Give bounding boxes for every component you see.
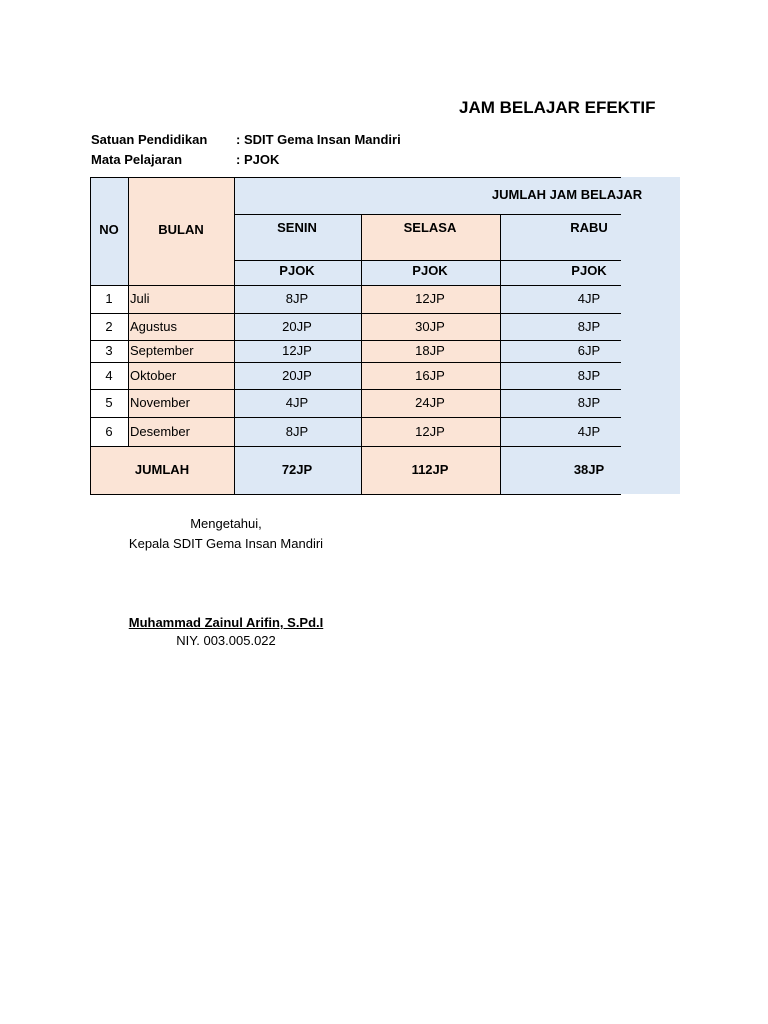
- row-value: 24JP: [415, 395, 445, 410]
- table-vline: [128, 177, 129, 446]
- row-month: November: [130, 395, 190, 410]
- document-title: JAM BELAJAR EFEKTIF: [459, 98, 656, 117]
- header-day-0: SENIN: [277, 220, 317, 235]
- row-month: Juli: [130, 291, 150, 306]
- row-value: 4JP: [577, 423, 601, 439]
- header-no: NO: [99, 222, 119, 237]
- table-hline: [234, 214, 621, 215]
- total-label: JUMLAH: [134, 462, 190, 477]
- row-value: 6JP: [577, 343, 601, 358]
- header-bulan: BULAN: [158, 222, 204, 237]
- meta-label-mapel: Mata Pelajaran: [91, 152, 183, 167]
- row-month: September: [130, 343, 194, 358]
- table-hline: [90, 313, 621, 314]
- signature-niy: NIY. 003.005.022: [176, 633, 276, 648]
- row-value: 4JP: [285, 395, 309, 410]
- header-day-1: SELASA: [403, 220, 457, 235]
- row-month: Desember: [130, 423, 190, 439]
- row-value: 12JP: [415, 291, 445, 306]
- table-hline: [234, 260, 621, 261]
- table-hline: [90, 389, 621, 390]
- table-hline: [90, 362, 621, 363]
- header-subject-2: PJOK: [571, 263, 607, 278]
- table-vline: [90, 177, 91, 495]
- table-hline: [90, 340, 621, 341]
- row-value: 8JP: [577, 367, 601, 383]
- table-vline: [500, 214, 501, 495]
- table-hline: [90, 177, 621, 178]
- row-value: 12JP: [282, 343, 312, 358]
- total-value: 38JP: [573, 462, 605, 477]
- row-value: 18JP: [415, 343, 445, 358]
- signature-name: Muhammad Zainul Arifin, S.Pd.I: [128, 615, 324, 630]
- row-value: 8JP: [577, 318, 601, 334]
- table-hline: [90, 494, 621, 495]
- row-no: 3: [105, 343, 113, 358]
- row-value: 12JP: [415, 423, 445, 439]
- row-value: 8JP: [285, 423, 309, 439]
- row-no: 2: [105, 318, 113, 334]
- table-hline: [90, 285, 621, 286]
- table-hline: [90, 417, 621, 418]
- signature-position: Kepala SDIT Gema Insan Mandiri: [128, 536, 324, 551]
- signature-known-by: Mengetahui,: [190, 516, 262, 531]
- header-day-2: RABU: [570, 220, 608, 235]
- meta-value-mapel: : PJOK: [236, 152, 280, 167]
- row-no: 5: [105, 395, 113, 410]
- row-no: 1: [105, 291, 113, 306]
- table-vline: [234, 177, 235, 495]
- row-no: 4: [105, 367, 113, 383]
- table-vline: [361, 214, 362, 495]
- meta-value-satuan: : SDIT Gema Insan Mandiri: [236, 132, 401, 147]
- header-jumlah-jam-belajar: JUMLAH JAM BELAJAR: [491, 187, 643, 202]
- row-month: Oktober: [130, 367, 177, 383]
- row-no: 6: [105, 423, 113, 439]
- row-value: 8JP: [577, 395, 601, 410]
- bulan-column-fill: [128, 285, 234, 446]
- header-subject-0: PJOK: [279, 263, 315, 278]
- row-value: 30JP: [415, 318, 445, 334]
- meta-label-satuan: Satuan Pendidikan: [91, 132, 208, 147]
- header-subject-1: PJOK: [412, 263, 448, 278]
- row-value: 4JP: [577, 291, 601, 306]
- row-value: 16JP: [415, 367, 445, 383]
- row-month: Agustus: [130, 318, 177, 334]
- total-value: 72JP: [281, 462, 313, 477]
- total-value: 112JP: [411, 462, 449, 477]
- row-value: 8JP: [285, 291, 309, 306]
- row-value: 20JP: [282, 367, 312, 383]
- table-hline: [90, 446, 621, 447]
- row-value: 20JP: [282, 318, 312, 334]
